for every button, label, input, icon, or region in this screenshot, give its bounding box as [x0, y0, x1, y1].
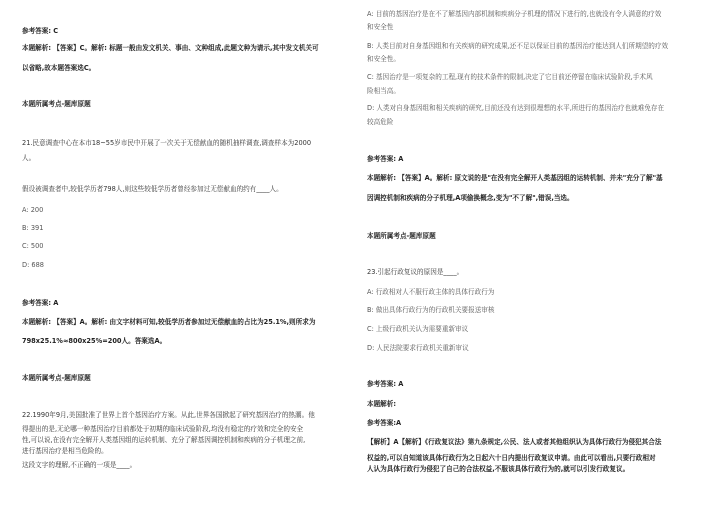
option-c: C: 500: [22, 242, 44, 250]
question-text: 得提出的是,无论哪一种基因治疗目前都处于初期的临床试验阶段,均没有稳定的疗效和完全的安全: [22, 425, 304, 433]
answer-label: 参考答案:A: [367, 419, 402, 427]
option-b: B: 做出具体行政行为的行政机关要报送审核: [367, 306, 495, 314]
option-d: D: 688: [22, 261, 44, 269]
answer-label: 参考答案: A: [22, 299, 59, 307]
question-text: 进行基因治疗是相当危险的。: [22, 447, 108, 455]
answer-label: 参考答案: C: [22, 27, 59, 35]
knowledge-point: 本题所属考点-题库原题: [22, 100, 91, 108]
question-text: 22.1990年9月,美国批准了世界上首个基因治疗方案。从此,世界各国掀起了研究基因治疗的热潮。他: [22, 411, 315, 419]
option-a: 和安全性: [367, 23, 394, 31]
knowledge-point: 本题所属考点-题库原题: [367, 232, 436, 240]
option-c: C: 基因治疗是一项复杂的工程,现有的技术条件的限制,决定了它目前还停留在临床试验阶段,手术风: [367, 73, 653, 81]
option-a: A: 行政相对人不服行政主体的具体行政行为: [367, 288, 495, 296]
question-text: 23.引起行政复议的原因是____。: [367, 268, 464, 276]
option-d: D: 人民法院要求行政机关重新审议: [367, 344, 469, 352]
question-text: 21.民意调查中心在本市18~55岁市民中开展了一次关于无偿献血的随机抽样调查,调查样本为2000: [22, 139, 312, 147]
question-text: 性,可以说,在没有完全解开人类基因组的运转机制、充分了解基因调控机制和疾病的分子机理之前,: [22, 436, 306, 444]
option-d: 较高危险: [367, 118, 394, 126]
explanation-text: 权益的,可以自知道该具体行政行为之日起六十日内提出行政复议申请。由此可以看出,只要行政相对: [367, 454, 656, 462]
option-d: D: 人类对自身基因组和相关疾病的研究,目前还没有达到很理想的水平,所进行的基因治疗也就难免存在: [367, 104, 665, 112]
option-c: C: 上级行政机关认为需要重新审议: [367, 325, 469, 333]
option-a: A: 目前的基因治疗是在不了解基因内部机制和疾病分子机理的情况下进行的,也就没有令人满意的疗效: [367, 10, 662, 18]
option-b: B: 人类目前对自身基因组和有关疾病的研究成果,还不足以保证目前的基因治疗能达到人们所期望的疗效: [367, 42, 669, 50]
option-a: A: 200: [22, 206, 44, 214]
explanation-text: 因调控机制和疾病的分子机理,A项偷换概念,变为"不了解",错误,当选。: [367, 194, 574, 202]
option-b: B: 391: [22, 224, 44, 232]
question-text: 这段文字的理解,不正确的一项是____。: [22, 461, 137, 469]
question-text: 人。: [22, 154, 36, 162]
explanation-text: 本题解析: 【答案】C。解析: 标题一般由发文机关、事由、文种组成,此题文种为请示,其中发文机关可: [22, 44, 319, 52]
explanation-text: 本题解析: 【答案】A。解析: 由文字材料可知,较低学历者参加过无偿献血的占比为25.1%,则所求为: [22, 318, 316, 326]
option-b: 和安全性。: [367, 55, 400, 63]
answer-label: 参考答案: A: [367, 380, 404, 388]
explanation-text: 以省略,故本题答案选C。: [22, 64, 96, 72]
explanation-text: 798x25.1%≈800x25%=200人。答案选A。: [22, 337, 167, 345]
option-c: 险相当高。: [367, 87, 400, 95]
explanation-text: 本题解析: 【答案】A。解析: 原文说的是"在没有完全解开人类基因组的运转机制、并未"充分了解"基: [367, 174, 663, 182]
question-text: 假设被调查者中,较低学历者798人,则这些较低学历者曾经参加过无偿献血的约有____人。: [22, 185, 283, 193]
explanation-label: 本题解析:: [367, 400, 397, 408]
explanation-text: 【解析】A【解析】《行政复议法》第九条规定,公民、法人或者其他组织认为具体行政行为侵犯其合法: [367, 438, 662, 446]
knowledge-point: 本题所属考点-题库原题: [22, 374, 91, 382]
answer-label: 参考答案: A: [367, 155, 404, 163]
explanation-text: 人认为具体行政行为侵犯了自己的合法权益,不服该具体行政行为的,就可以引发行政复议。: [367, 465, 630, 473]
